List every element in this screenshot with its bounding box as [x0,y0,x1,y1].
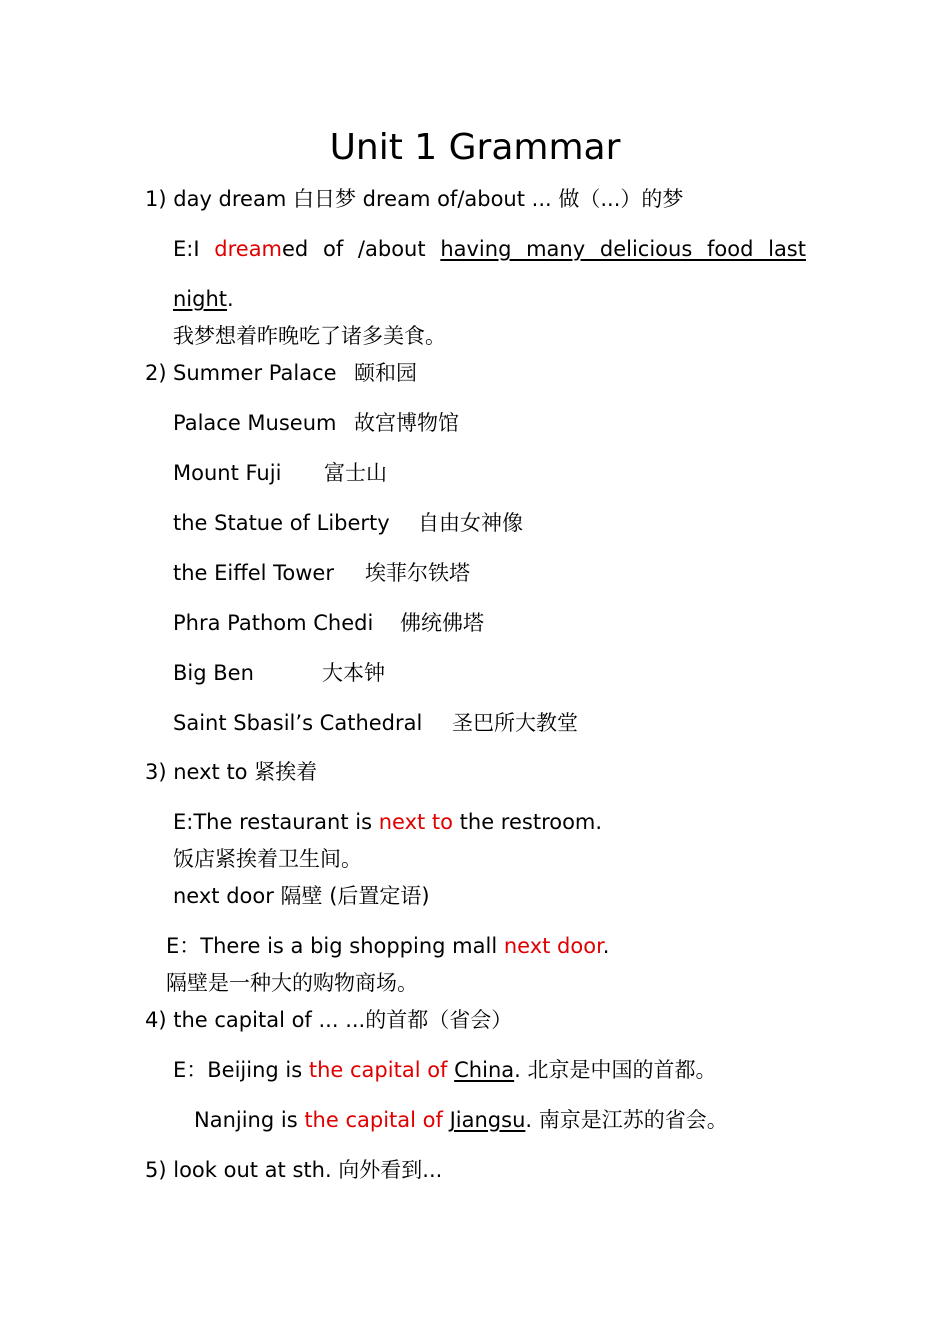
example-text: ed of /about [282,237,426,261]
landmark-cn: 埃菲尔铁塔 [365,561,470,585]
example-text: . 北京是中国的首都。 [514,1058,717,1082]
item-text: next to 紧挨着 [173,760,318,784]
example-text: E：There is a big shopping mall [166,934,504,958]
landmark-en: Summer Palace [173,361,337,385]
example-3a-translation: 饭店紧挨着卫生间。 [173,847,362,871]
item-number: 2) [145,361,167,385]
item-number: 1) [145,187,167,211]
item-5 [145,1155,442,1185]
landmark-cn: 富士山 [324,461,387,485]
page-title: Unit 1 Grammar [329,127,621,168]
item-number: 3) [145,760,167,784]
landmark-en: Phra Pathom Chedi [173,611,374,635]
item-1 [145,184,683,214]
example-text: E:The restaurant is [173,810,379,834]
example-text: . 南京是江苏的省会。 [525,1108,728,1132]
landmark-cn: 佛统佛塔 [400,611,484,635]
example-text: . [227,287,234,311]
landmark-en: the Eiffel Tower [173,561,334,585]
landmark-cn: 故宫博物馆 [354,411,459,435]
item-number: 4) [145,1008,167,1032]
item-text: the capital of ... ...的首都（省会） [173,1008,513,1032]
landmark-cn: 圣巴所大教堂 [452,711,578,735]
example-text: the restroom. [452,810,603,834]
landmark-cn: 颐和园 [354,361,417,385]
landmark-en: the Statue of Liberty [173,511,390,535]
example-underlined: night [173,287,228,311]
example-highlight: the capital of [308,1058,448,1082]
example-4b [194,1105,728,1135]
item-4 [145,1005,512,1035]
landmark-cn: 自由女神像 [418,511,523,535]
example-prefix: E:I [173,237,200,261]
landmark-en: Saint Sbasil’s Cathedral [173,711,423,735]
example-underlined: Jiangsu [449,1108,526,1132]
example-highlight: next door [503,934,603,958]
example-highlight: next to [378,810,453,834]
item-text: day dream 白日梦 dream of/about ... 做（...）的梦 [173,187,684,211]
example-1 [173,234,806,264]
landmark-en: Big Ben [173,661,254,685]
sub-item-next-door: next door 隔壁 (后置定语) [173,884,430,908]
example-3b [166,931,609,961]
item-number: 5) [145,1158,167,1182]
example-highlight: the capital of [304,1108,443,1132]
example-1-translation: 我梦想着昨晚吃了诸多美食。 [173,324,446,348]
example-text: Nanjing is [194,1108,305,1132]
landmark-cn: 大本钟 [322,661,385,685]
example-highlight: dream [214,237,283,261]
example-3b-translation: 隔壁是一种大的购物商场。 [166,971,418,995]
example-3a [173,807,602,837]
example-underlined: having many delicious food last [440,237,806,261]
landmark-en: Mount Fuji [173,461,282,485]
example-text: E：Beijing is [173,1058,309,1082]
example-underlined: China [454,1058,515,1082]
example-text: . [602,934,610,958]
example-1-cont [173,284,234,314]
landmark-en: Palace Museum [173,411,337,435]
item-3 [145,757,317,787]
example-4a [173,1055,717,1085]
item-text: look out at sth. 向外看到... [173,1158,443,1182]
